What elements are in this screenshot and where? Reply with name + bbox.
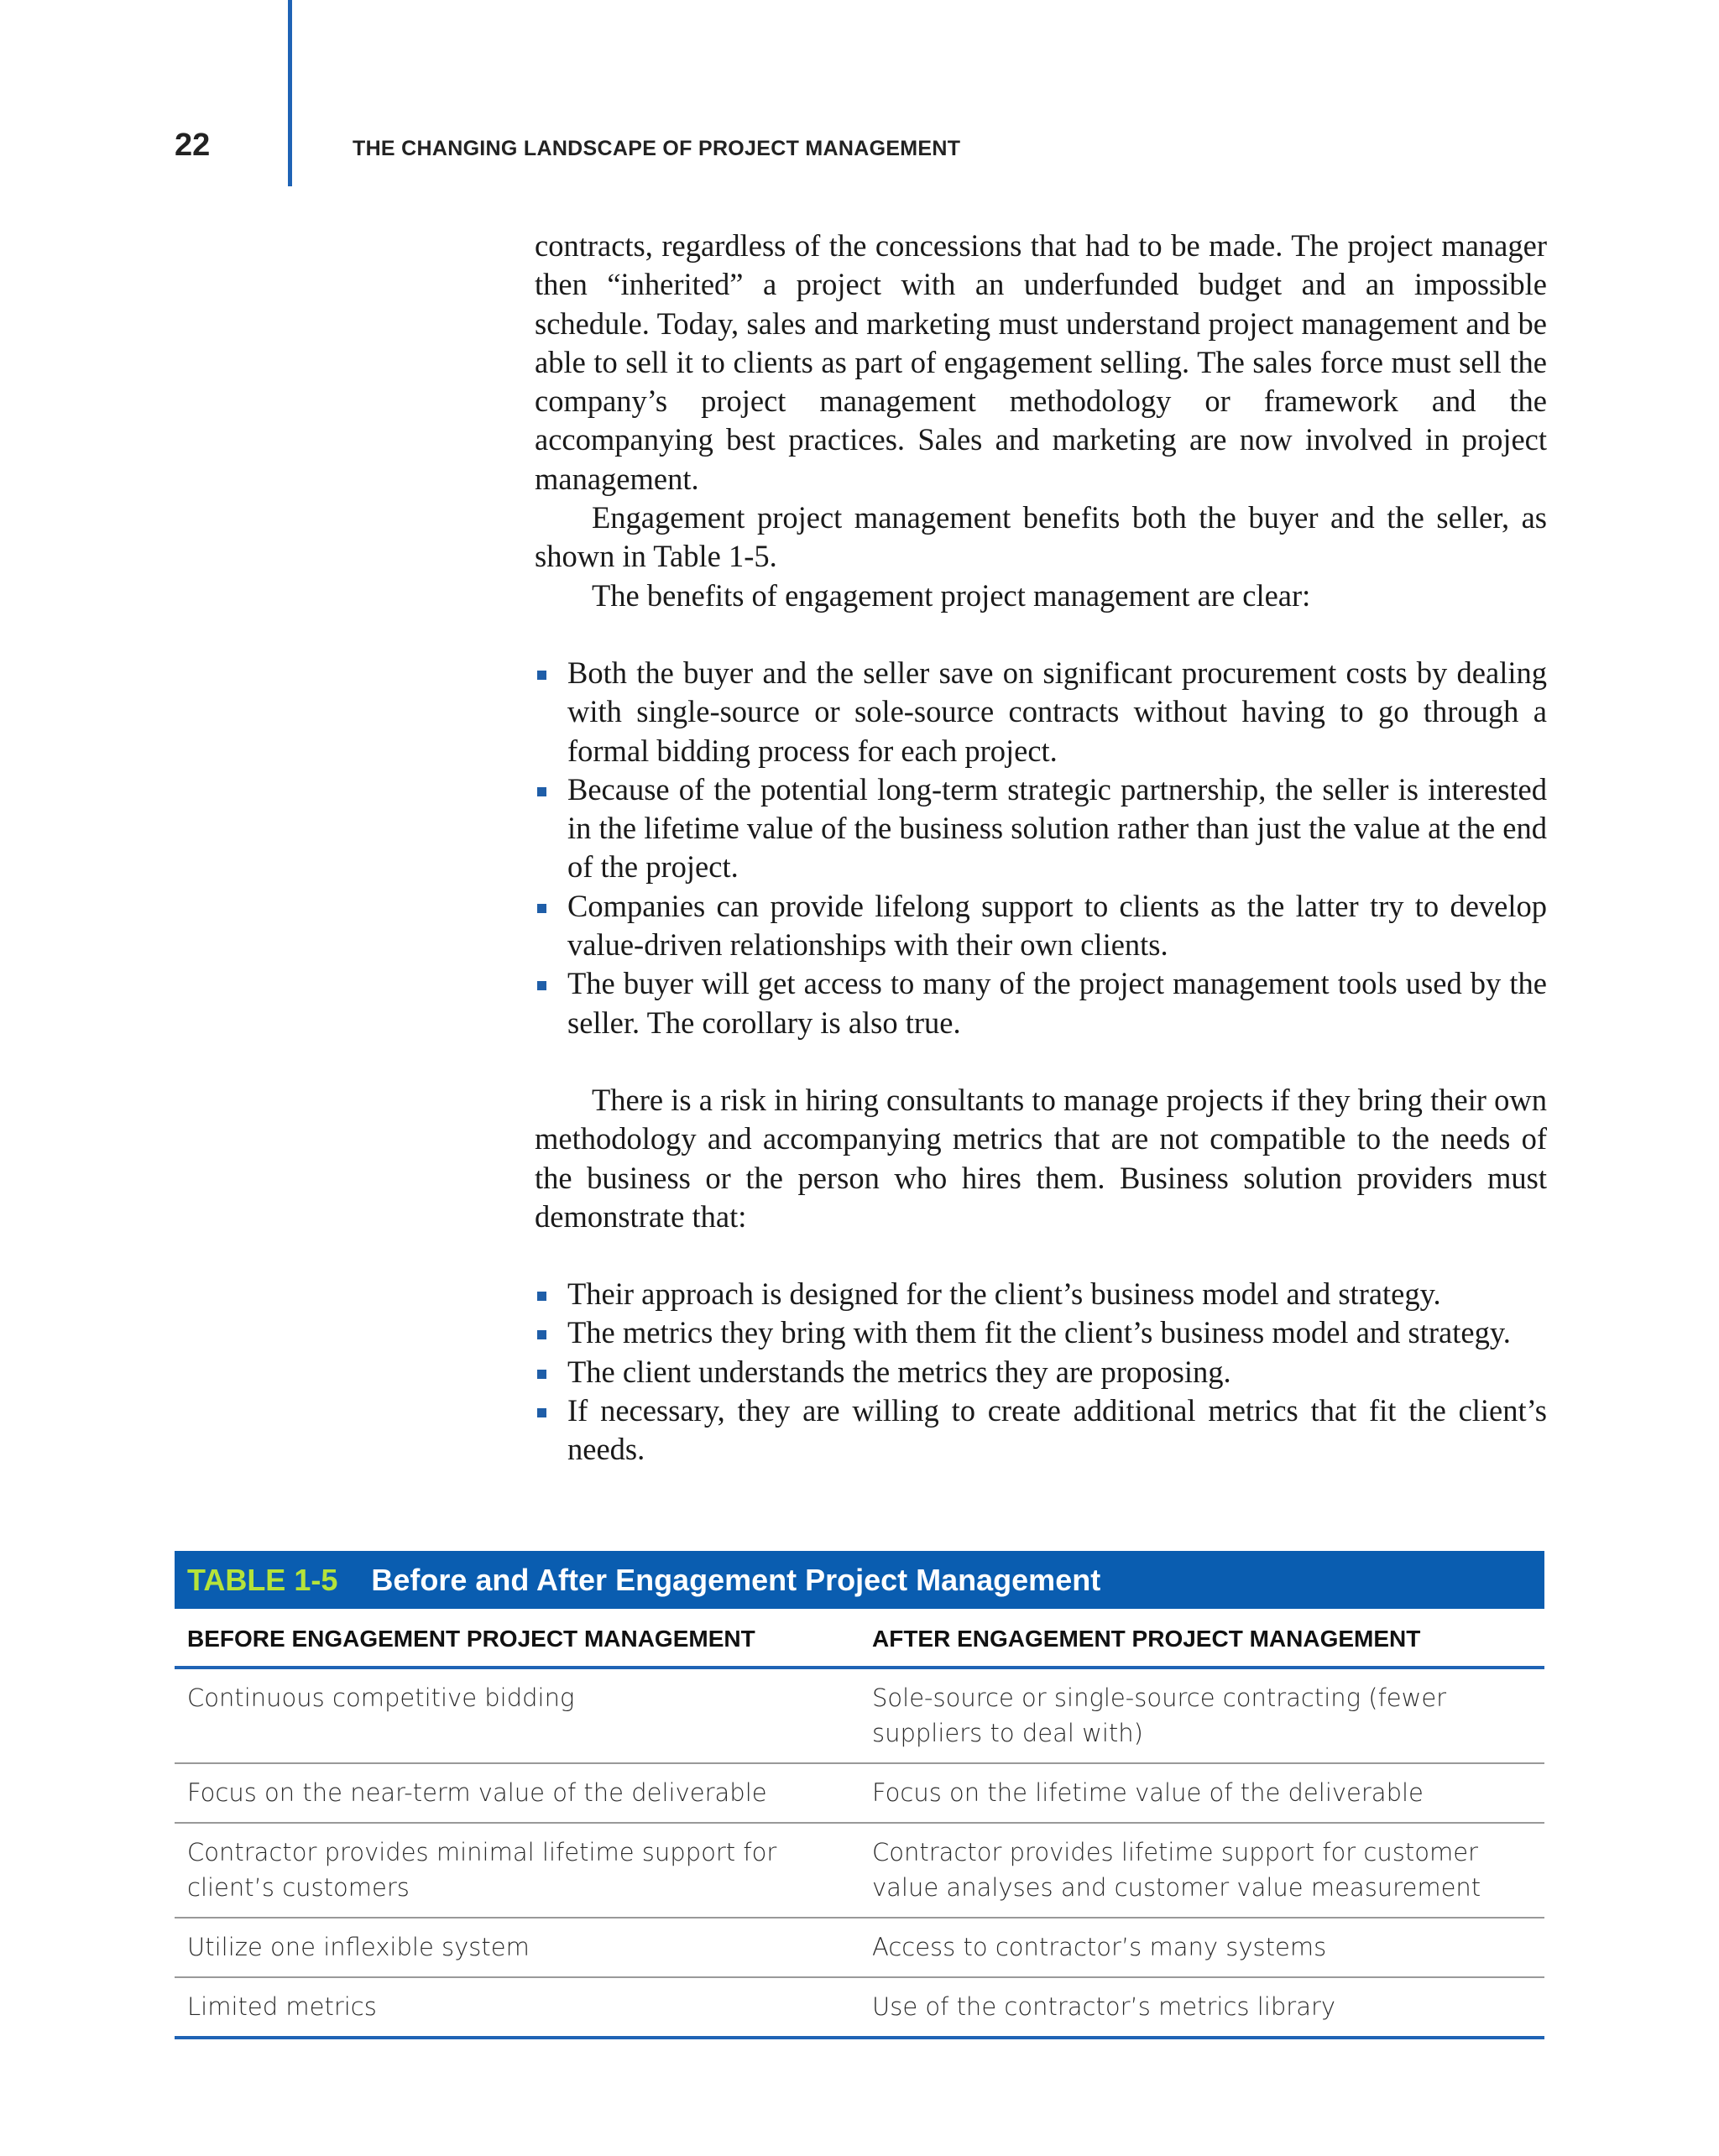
table-title: Before and After Engagement Project Management [371, 1562, 1101, 1597]
table-cell: Focus on the lifetime value of the deliverable [860, 1763, 1544, 1823]
table-cell: Access to contractor’s many systems [860, 1918, 1544, 1977]
body-text [535, 227, 1547, 1508]
table-cell: Contractor provides lifetime support for customer value analyses and customer value measurement [860, 1823, 1544, 1918]
page-number: 22 [175, 128, 211, 163]
list-item: If necessary, they are willing to create additional metrics that fit the client’s needs. [535, 1391, 1547, 1470]
table-row [175, 1977, 1544, 2038]
paragraph: Engagement project management benefits both the buyer and the seller, as shown in Table 1-5. [535, 500, 1547, 574]
table-cell: Continuous competitive bidding [175, 1668, 860, 1763]
table-cell: Limited metrics [175, 1977, 860, 2038]
table-cell: Focus on the near-term value of the deliverable [175, 1763, 860, 1823]
square-bullet-icon [537, 904, 546, 913]
table-row [175, 1918, 1544, 1977]
table-row [175, 1763, 1544, 1823]
square-bullet-icon [537, 671, 546, 680]
table-cell: Utilize one inflexible system [175, 1918, 860, 1977]
benefits-list [535, 654, 1547, 1042]
square-bullet-icon [537, 1370, 546, 1379]
list-item: The metrics they bring with them fit the client’s business model and strategy. [535, 1313, 1547, 1352]
list-item: Companies can provide lifelong support to clients as the latter try to develop value-driven relationships with their own clients. [535, 887, 1547, 965]
list-item: Their approach is designed for the client’s business model and strategy. [535, 1275, 1547, 1313]
table-row [175, 1668, 1544, 1763]
list-item: Because of the potential long-term strategic partnership, the seller is interested in the lifetime value of the business solution rather than just the value at the end of the project. [535, 770, 1547, 887]
table-cell: Contractor provides minimal lifetime support for client’s customers [175, 1823, 860, 1918]
paragraph: contracts, regardless of the concessions that had to be made. The project manager then “inherited” a project with an underfunded budget and an impossible schedule. Today, sales and marketing must understand project management and be able to sell it to clients as part of engagement selling. The sales force must sell the company’s project management methodology or framework and the accompanying best practices. Sales and marketing are now involved in project management. [535, 228, 1547, 496]
square-bullet-icon [537, 1292, 546, 1301]
running-head: THE CHANGING LANDSCAPE OF PROJECT MANAGEMENT [353, 137, 961, 160]
square-bullet-icon [537, 1408, 546, 1417]
column-header-before: BEFORE ENGAGEMENT PROJECT MANAGEMENT [175, 1609, 860, 1668]
header-rule [288, 0, 292, 186]
square-bullet-icon [537, 1330, 546, 1339]
list-item: Both the buyer and the seller save on significant procurement costs by dealing with single-source or sole-source contracts without having to go through a formal bidding process for each project. [535, 654, 1547, 770]
table-row [175, 1823, 1544, 1918]
demonstrate-list [535, 1275, 1547, 1469]
table-cell: Sole-source or single-source contracting (fewer suppliers to deal with) [860, 1668, 1544, 1763]
table-label: TABLE 1-5 [187, 1562, 338, 1597]
square-bullet-icon [537, 787, 546, 796]
comparison-table [175, 1609, 1544, 2039]
table-header-row [175, 1609, 1544, 1668]
table-title-bar [175, 1551, 1544, 1609]
list-item: The client understands the metrics they are proposing. [535, 1353, 1547, 1391]
table-cell: Use of the contractor’s metrics library [860, 1977, 1544, 2038]
list-item: The buyer will get access to many of the project management tools used by the seller. The corollary is also true. [535, 964, 1547, 1042]
paragraph: There is a risk in hiring consultants to manage projects if they bring their own methodology and accompanying metrics that are not compatible to the needs of the business or the person who hires them. Business solution providers must demonstrate that: [535, 1082, 1547, 1234]
table-1-5 [175, 1551, 1544, 2039]
square-bullet-icon [537, 981, 546, 990]
paragraph: The benefits of engagement project management are clear: [592, 577, 1311, 613]
column-header-after: AFTER ENGAGEMENT PROJECT MANAGEMENT [860, 1609, 1544, 1668]
